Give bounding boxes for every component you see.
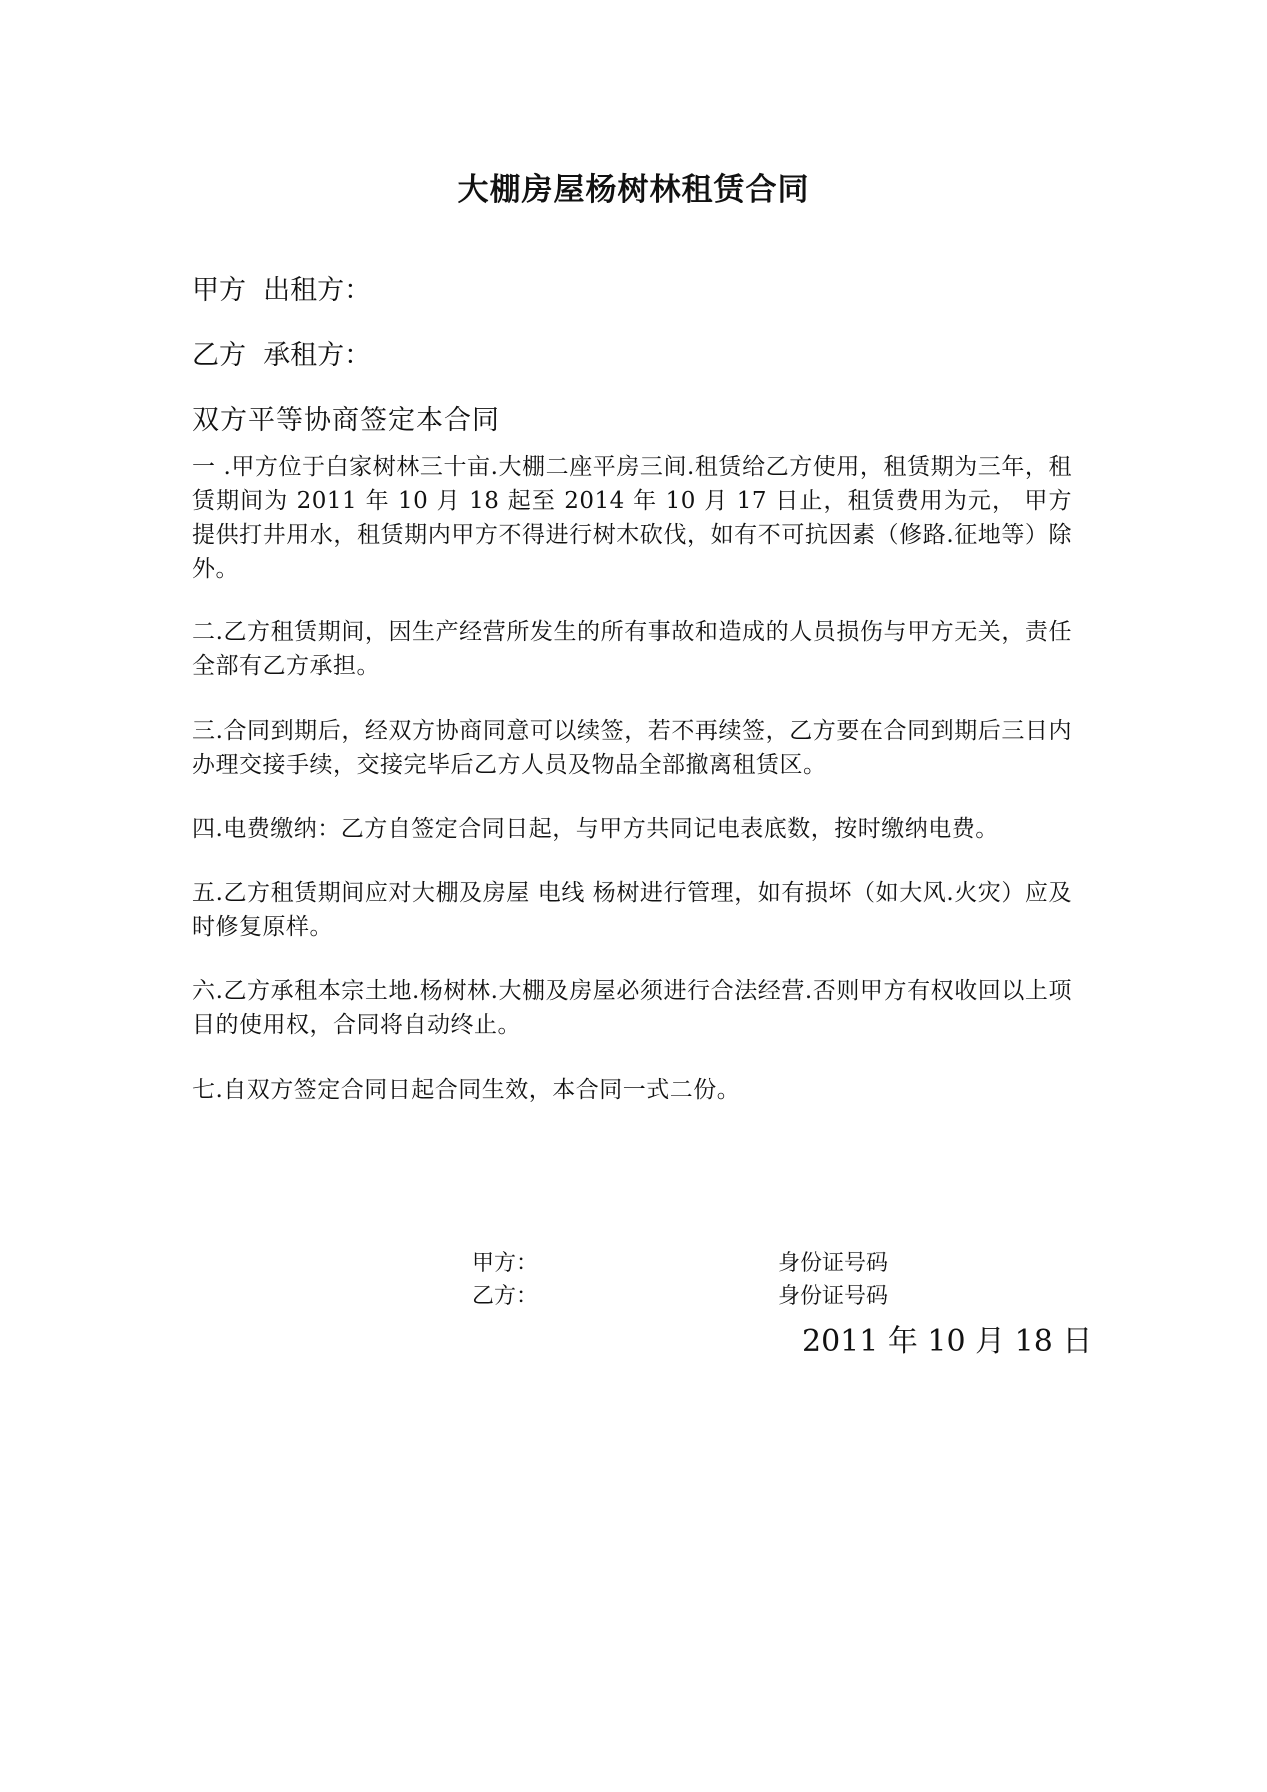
signature-party-b-label: 乙方： <box>472 1284 539 1309</box>
clause-6: 六.乙方承租本宗土地.杨树林.大棚及房屋必须进行合法经营.否则甲方有权收回以上项目的使用权，合同将自动终止。 <box>192 978 1072 1038</box>
agreement-intro: 双方平等协商签定本合同 <box>192 405 500 436</box>
clause-3: 三.合同到期后，经双方协商同意可以续签，若不再续签，乙方要在合同到期后三日内办理交接手续，交接完毕后乙方人员及物品全部撤离租赁区。 <box>192 718 1072 778</box>
clause-5: 五.乙方租赁期间应对大棚及房屋 电线 杨树进行管理，如有损坏（如大风.火灾）应及时修复原样。 <box>192 880 1072 940</box>
clause-4: 四.电费缴纳：乙方自签定合同日起，与甲方共同记电表底数，按时缴纳电费。 <box>192 816 999 842</box>
party-a-lessor-line: 甲方 出租方： <box>192 275 372 306</box>
clause-1: 一 .甲方位于白家树林三十亩.大棚二座平房三间.租赁给乙方使用，租赁期为三年，租赁期间为 2011 年 10 月 18 起至 2014 年 10 月 17 日止，租赁费用为元， 甲方提供打井用水，租赁期内甲方不得进行树木砍伐，如有不可抗因素（修路.征地等）除外。 <box>192 454 1072 582</box>
contract-date: 2011 年 10 月 18 日 <box>802 1324 1093 1359</box>
party-b-lessee-line: 乙方 承租方： <box>192 340 372 371</box>
signature-party-a-id-label: 身份证号码 <box>778 1251 889 1276</box>
signature-party-a-label: 甲方： <box>472 1251 539 1276</box>
clause-2: 二.乙方租赁期间，因生产经营所发生的所有事故和造成的人员损伤与甲方无关，责任全部有乙方承担。 <box>192 619 1072 679</box>
contract-title: 大棚房屋杨树林租赁合同 <box>457 172 810 208</box>
clause-7: 七.自双方签定合同日起合同生效，本合同一式二份。 <box>192 1077 741 1103</box>
signature-party-b-id-label: 身份证号码 <box>778 1284 889 1309</box>
